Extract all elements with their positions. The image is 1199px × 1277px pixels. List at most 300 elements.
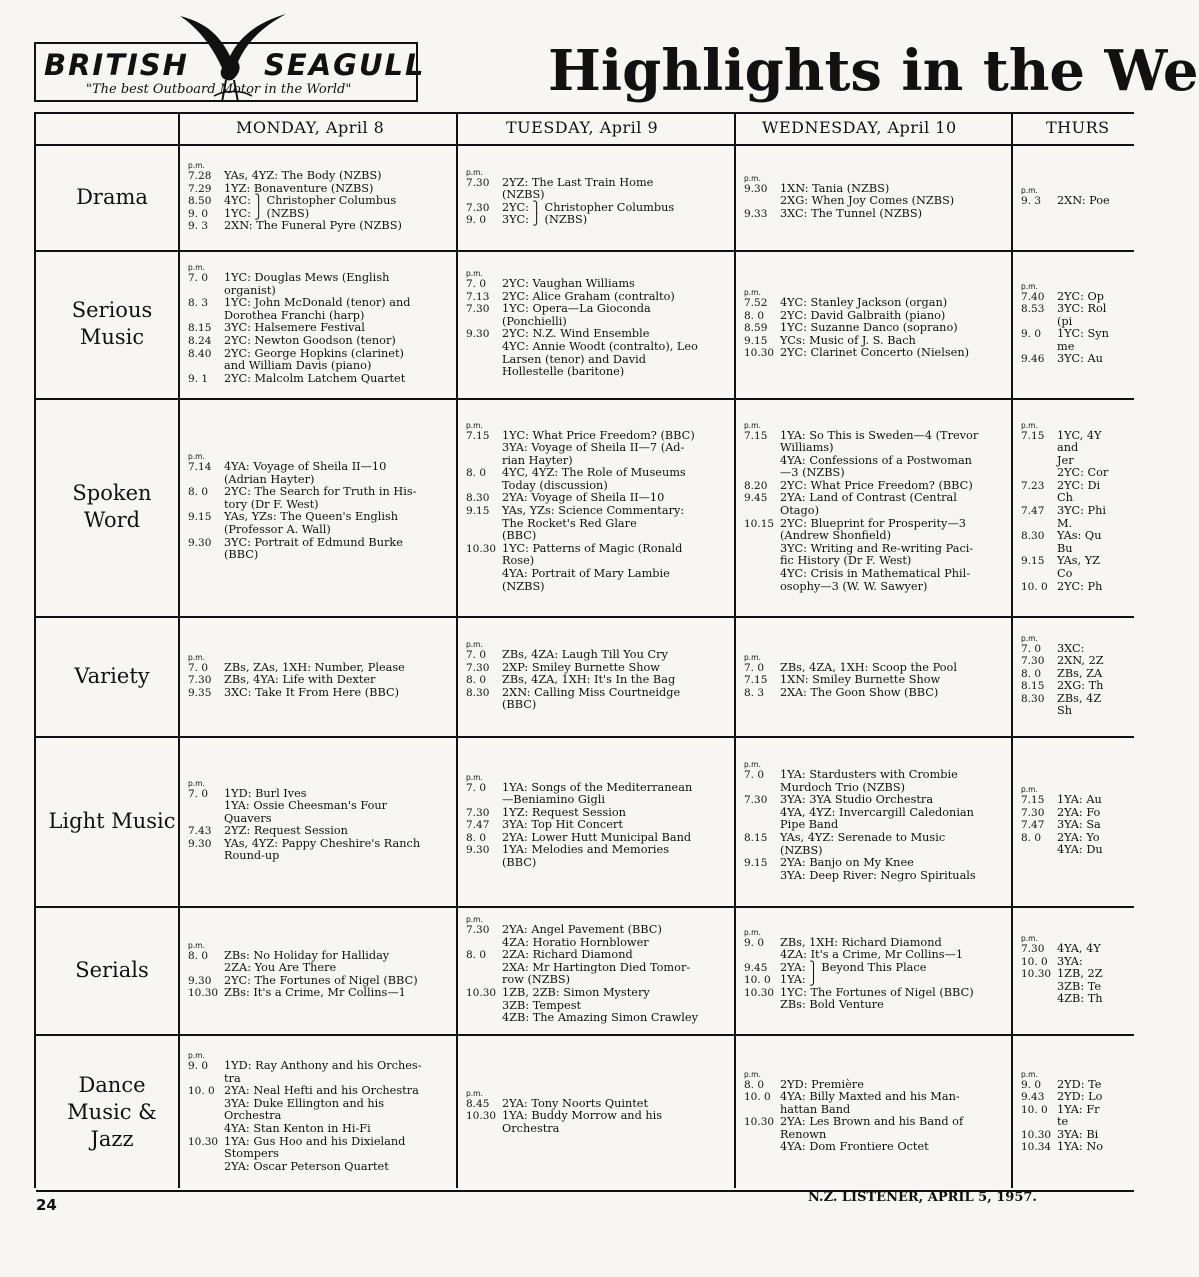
program-line [1021, 993, 1132, 1006]
program-line [1021, 680, 1132, 693]
program-title: 1YC: Syn [1057, 327, 1109, 341]
program-title: te [1057, 1115, 1069, 1129]
program-time: 7.13 [466, 290, 490, 303]
program-title: (Adrian Hayter) [224, 472, 315, 486]
program-time: 7.23 [1021, 479, 1045, 492]
program-title: 1YC, 4Y [1057, 428, 1102, 442]
program-cell [1021, 634, 1132, 719]
program-line [466, 819, 730, 832]
program-line [466, 467, 730, 480]
program-title: 4ZA: Horatio Hornblower [502, 935, 649, 949]
program-cell [466, 168, 730, 227]
pm-marker: p.m. [744, 420, 761, 430]
column-divider [456, 114, 458, 1188]
program-title: 1YC: Opera—La Gioconda [502, 302, 651, 316]
row-divider [36, 250, 1134, 252]
program-title: 2YC: What Price Freedom? (BBC) [780, 478, 973, 492]
program-time: 8. 0 [466, 831, 487, 844]
program-time: 9.30 [466, 844, 490, 857]
pm-marker: p.m. [466, 915, 483, 924]
program-time: 8. 3 [188, 297, 209, 310]
program-title: 2XA: Mr Hartington Died Tomor- [502, 960, 691, 974]
program-time: 9. 3 [188, 220, 209, 233]
program-cell [744, 174, 1007, 221]
program-line [466, 214, 730, 227]
program-line [466, 278, 730, 291]
category-label: Spoken Word [72, 481, 152, 532]
program-line [466, 505, 730, 518]
program-title: Ch [1057, 491, 1073, 505]
program-title: 1XN: Smiley Burnette Show [780, 673, 941, 687]
program-title: 4YA: Billy Maxted and his Man- [780, 1090, 960, 1104]
program-title: Williams) [780, 441, 834, 455]
program-title: 2YC: ⎫ Christopher Columbus [502, 200, 675, 214]
program-title: 2YA: Oscar Peterson Quartet [224, 1159, 389, 1173]
program-line [188, 461, 452, 474]
pm-marker: p.m. [466, 167, 483, 177]
program-time: 8. 3 [744, 686, 765, 699]
program-title: 1YC: John McDonald (tenor) and [224, 296, 411, 310]
program-title: ZBs, 4YA: Life with Dexter [224, 673, 376, 687]
day-header: WEDNESDAY, April 10 [762, 118, 957, 137]
row-divider [36, 736, 1134, 738]
program-title: 1YC: What Price Freedom? (BBC) [502, 428, 695, 442]
program-title: 4YA, 4YZ: Invercargill Caledonian [780, 805, 974, 819]
program-title: 2YC: Di [1057, 478, 1101, 492]
program-title: 3XC: [1057, 641, 1085, 655]
program-title: 2YD: Te [1057, 1077, 1102, 1091]
program-line [466, 674, 730, 687]
program-title: 1YC: Suzanne Danco (soprano) [780, 321, 958, 335]
program-title: tory (Dr F. West) [224, 497, 319, 511]
program-line [1021, 968, 1132, 981]
program-line [466, 699, 730, 712]
program-line [1021, 1104, 1132, 1117]
program-line [1021, 794, 1132, 807]
program-line [1021, 705, 1132, 718]
pm-marker: p.m. [1021, 633, 1038, 643]
program-title: (Professor A. Wall) [224, 522, 331, 536]
logo-tagline: "The best Outboard Motor in the World" [86, 82, 352, 97]
program-time: 7.30 [466, 924, 490, 936]
program-title: Otago) [780, 504, 819, 518]
program-cell [1021, 282, 1132, 367]
program-time: 9.30 [188, 837, 212, 850]
program-line [188, 195, 452, 208]
program-cell [188, 452, 452, 562]
program-cell [1021, 785, 1132, 857]
row-divider [36, 906, 1134, 908]
program-title: 2ZA: Richard Diamond [502, 948, 633, 962]
program-line [1021, 530, 1132, 543]
program-time: 8. 0 [1021, 831, 1042, 844]
program-time: 7. 0 [744, 769, 765, 781]
pm-marker: p.m. [1021, 420, 1038, 430]
row-divider [36, 398, 1134, 400]
program-time: 7.47 [466, 819, 490, 832]
program-title: YAs, YZs: The Queen's English [224, 510, 399, 524]
program-title: —3 (NZBS) [780, 466, 845, 480]
pm-marker: p.m. [188, 1051, 205, 1060]
program-title: 4YA: Du [1057, 843, 1103, 857]
program-time: 7.30 [466, 303, 490, 316]
program-title: tra [224, 1071, 241, 1085]
program-line [1021, 505, 1132, 518]
program-line [1021, 555, 1132, 568]
program-line [188, 272, 452, 285]
program-cell [466, 915, 730, 1025]
program-title: 3YC: Writing and Re-writing Paci- [780, 541, 974, 555]
category-label: Variety [74, 663, 150, 688]
program-title: YAs, 4YZ: The Body (NZBS) [224, 169, 382, 182]
program-line [188, 335, 452, 348]
program-line [744, 530, 1007, 543]
program-line [744, 857, 1007, 870]
category-label: Serials [75, 957, 149, 982]
program-time: 10. 0 [1021, 955, 1048, 968]
program-title: 2YC: Blueprint for Prosperity—3 [780, 516, 966, 530]
program-title: 3YA: Deep River: Negro Spirituals [780, 868, 976, 882]
program-title: 3YC: Portrait of Edmund Burke [224, 535, 403, 549]
program-title: 2YA: ⎫ Beyond This Place [780, 960, 927, 974]
program-time: 8.15 [744, 831, 768, 844]
program-title: Pipe Band [780, 818, 839, 832]
program-line [188, 220, 452, 233]
program-title: 3YC: Au [1057, 352, 1103, 366]
program-title: 2YA: Lower Hutt Municipal Band [502, 830, 692, 844]
program-title: 1YA: Fr [1057, 1102, 1100, 1116]
program-time: 8. 0 [1021, 667, 1042, 680]
program-line [1021, 819, 1132, 832]
program-time: 8.59 [744, 322, 768, 335]
program-title: 1YC: ⎭ (NZBS) [224, 206, 310, 220]
program-line [466, 649, 730, 662]
program-title: 2YC: Vaughan Williams [502, 277, 635, 290]
program-time: 8.20 [744, 479, 768, 492]
program-cell [1021, 1070, 1132, 1155]
program-title: 1YA: No [1057, 1140, 1104, 1154]
program-line [744, 581, 1007, 594]
program-title: 2YA: Voyage of Sheila II—10 [502, 491, 665, 505]
program-line [1021, 568, 1132, 581]
program-title: 1YA: Melodies and Memories [502, 843, 670, 857]
pm-marker: p.m. [744, 173, 761, 183]
program-line [466, 303, 730, 316]
program-title: 4ZB: The Amazing Simon Crawley [502, 1011, 698, 1025]
program-title: osophy—3 (W. W. Sawyer) [780, 579, 928, 593]
page-number: 24 [36, 1196, 57, 1214]
program-time: 9.33 [744, 207, 768, 220]
program-line [744, 769, 1007, 782]
program-title: ZBs: No Holiday for Halliday [224, 948, 390, 962]
program-title: 2YC: The Fortunes of Nigel (BBC) [224, 973, 418, 987]
program-line [188, 674, 452, 687]
program-title: ZBs: Bold Venture [780, 998, 884, 1012]
program-cell [466, 421, 730, 594]
program-time: 7.15 [744, 429, 768, 442]
program-time: 9. 0 [1021, 1078, 1042, 1091]
program-cell [466, 1089, 730, 1136]
day-header: TUESDAY, April 9 [506, 118, 659, 137]
program-title: 2YZ: Request Session [224, 824, 348, 838]
program-title: (BBC) [502, 698, 537, 712]
program-time: 8.50 [188, 195, 212, 208]
program-line [744, 674, 1007, 687]
program-title: 4ZB: Th [1057, 992, 1103, 1006]
pm-marker: p.m. [1021, 186, 1038, 195]
program-title: 2XG: Th [1057, 679, 1104, 693]
program-title: organist) [224, 283, 276, 297]
program-title: 2XN: Poe [1057, 194, 1110, 207]
program-title: 3YA: Voyage of Sheila II—7 (Ad- [502, 441, 685, 455]
program-title: 4YA: Confessions of a Postwoman [780, 453, 972, 467]
program-line [188, 687, 452, 700]
program-time: 7.28 [188, 170, 212, 182]
program-line [744, 568, 1007, 581]
program-title: (BBC) [224, 548, 259, 562]
pm-marker: p.m. [744, 1069, 761, 1079]
program-title: YAs, YZ [1057, 554, 1101, 568]
program-title: 1YC: The Fortunes of Nigel (BBC) [780, 985, 974, 999]
program-title: row (NZBS) [502, 973, 571, 987]
program-time: 10.30 [744, 986, 775, 999]
program-title: 1YA: Songs of the Mediterranean [502, 780, 693, 794]
program-line [188, 360, 452, 373]
program-title: YAs, 4YZ: Pappy Cheshire's Ranch [224, 836, 421, 850]
program-title: ZBs, 4Z [1057, 691, 1102, 705]
program-time: 9.30 [466, 328, 490, 341]
program-time: 9. 0 [744, 936, 765, 949]
program-title: 4YA: Portrait of Mary Lambie [502, 567, 670, 581]
program-title: Sh [1057, 704, 1073, 718]
program-line [744, 1091, 1007, 1104]
program-title: ZBs: It's a Crime, Mr Collins—1 [224, 986, 406, 1000]
program-line [188, 1060, 452, 1073]
program-line [1021, 693, 1132, 706]
row-divider [36, 616, 1134, 618]
logo-brand-right: SEAGULL [264, 48, 426, 82]
program-time: 8. 0 [188, 486, 209, 499]
program-line [188, 1085, 452, 1098]
program-title: Round-up [224, 849, 280, 863]
program-time: 7.47 [1021, 505, 1045, 518]
program-cell [744, 288, 1007, 360]
program-time: 7. 0 [744, 661, 765, 674]
program-line [1021, 1141, 1132, 1154]
program-time: 9.45 [744, 961, 768, 974]
program-line [744, 208, 1007, 221]
pm-marker: p.m. [466, 269, 483, 278]
program-time: 7. 0 [188, 787, 209, 800]
program-line [1021, 303, 1132, 316]
program-time: 10.30 [466, 1110, 497, 1123]
program-title: (Ponchielli) [502, 314, 567, 328]
program-title: 3YA: Duke Ellington and his [224, 1096, 385, 1110]
program-time: 10.30 [744, 1116, 775, 1129]
category-label: Drama [76, 184, 148, 209]
program-title: 3YA: Bi [1057, 1127, 1099, 1141]
program-title: 4YA: Dom Frontiere Octet [780, 1140, 929, 1154]
program-time: 8.53 [1021, 303, 1045, 316]
program-title: ZBs, 1XH: Richard Diamond [780, 935, 942, 949]
program-time: 8. 0 [188, 949, 209, 962]
program-title: Dorothea Franchi (harp) [224, 308, 365, 322]
program-time: 7.29 [188, 182, 212, 195]
program-title: and [1057, 441, 1079, 455]
program-time: 7.14 [188, 461, 212, 473]
program-line [744, 999, 1007, 1012]
program-title: 1YA: So This is Sweden—4 (Trevor [780, 428, 979, 442]
program-time: 7.47 [1021, 819, 1045, 832]
program-time: 7.30 [1021, 655, 1045, 668]
program-line [744, 195, 1007, 208]
program-time: 8. 0 [744, 309, 765, 322]
publication-line: N.Z. LISTENER, APRIL 5, 1957. [808, 1190, 1037, 1205]
program-time: 10.30 [1021, 1128, 1052, 1141]
program-line [188, 373, 452, 386]
program-title: 2YC: Op [1057, 289, 1104, 303]
program-line [744, 832, 1007, 845]
program-title: 2YC: Ph [1057, 579, 1103, 593]
program-time: 8.30 [466, 686, 490, 699]
program-time: 10.30 [188, 1135, 219, 1148]
program-line [466, 1123, 730, 1136]
program-time: 10. 0 [744, 974, 771, 987]
program-title: 3YC: ⎭ (NZBS) [502, 213, 588, 227]
program-title: 4YC: Crisis in Mathematical Phil- [780, 567, 971, 581]
logo-brand-text [44, 48, 426, 82]
program-line [466, 987, 730, 1000]
program-line [744, 974, 1007, 987]
program-title: 4ZA: It's a Crime, Mr Collins—1 [780, 948, 964, 962]
program-cell [744, 760, 1007, 882]
program-time: 7. 0 [466, 649, 487, 661]
pm-marker: p.m. [466, 772, 483, 782]
program-time: 8.30 [1021, 530, 1045, 543]
category-label: Dance Music & Jazz [67, 1072, 157, 1151]
program-line [1021, 328, 1132, 341]
program-title: 2YC: N.Z. Wind Ensemble [502, 327, 650, 341]
program-time: 8.30 [1021, 692, 1045, 705]
program-time: 7.30 [466, 176, 490, 189]
program-time: 7.15 [1021, 794, 1045, 806]
column-divider [178, 114, 180, 1188]
program-title: 2YA: Land of Contrast (Central [780, 491, 957, 505]
program-title: fic History (Dr F. West) [780, 554, 912, 568]
seagull-icon [178, 10, 288, 106]
program-title: 2YA: Angel Pavement (BBC) [502, 923, 662, 936]
program-title: ZBs, 4ZA, 1XH: Scoop the Pool [780, 660, 957, 674]
program-cell [1021, 186, 1132, 208]
program-title: 3YC: Phi [1057, 504, 1106, 518]
program-line [1021, 1091, 1132, 1104]
program-time: 7.30 [466, 806, 490, 819]
program-time: 9. 1 [188, 372, 209, 385]
program-time: 10. 0 [744, 1091, 771, 1104]
program-title: 2YC: Alice Graham (contralto) [502, 289, 675, 303]
program-line [466, 341, 730, 354]
program-line [466, 442, 730, 455]
page-headline: Highlights in the We [548, 38, 1199, 104]
program-title: 1ZB, 2Z [1057, 967, 1103, 981]
program-time: 8.45 [466, 1097, 490, 1110]
program-time: 8.40 [188, 347, 212, 360]
pm-marker: p.m. [188, 778, 205, 788]
program-line [1021, 467, 1132, 480]
program-title: hattan Band [780, 1102, 851, 1116]
program-title: (BBC) [502, 529, 537, 543]
program-line [1021, 943, 1132, 956]
program-title: me [1057, 339, 1075, 353]
program-time: 7.30 [744, 794, 768, 807]
program-time: 10. 0 [1021, 1103, 1048, 1116]
program-line [466, 949, 730, 962]
program-time: 10.30 [466, 542, 497, 555]
program-title: YCs: Music of J. S. Bach [780, 333, 916, 347]
row-divider [36, 144, 1134, 146]
program-time: 7. 0 [188, 661, 209, 674]
program-time: 7.30 [188, 674, 212, 687]
program-title: Orchestra [502, 1121, 560, 1135]
program-title: YAs, YZs: Science Commentary: [502, 504, 685, 518]
program-title: M. [1057, 516, 1073, 530]
program-title: 1YA: Ossie Cheesman's Four [224, 799, 388, 813]
day-header: MONDAY, April 8 [236, 118, 385, 137]
program-time: 9. 0 [466, 214, 487, 227]
program-title: rian Hayter) [502, 453, 573, 467]
program-line [1021, 442, 1132, 455]
program-title: 4YC: ⎫ Christopher Columbus [224, 194, 397, 208]
program-line [188, 486, 452, 499]
pm-marker: p.m. [744, 760, 761, 769]
program-line [466, 581, 730, 594]
program-cell [188, 263, 452, 385]
program-line [744, 1141, 1007, 1154]
pm-marker: p.m. [1021, 934, 1038, 943]
program-cell [1021, 421, 1132, 594]
program-title: and William Davis (piano) [224, 359, 372, 373]
program-title: YAs: Qu [1057, 529, 1102, 543]
program-time: 7.15 [1021, 429, 1045, 442]
program-time: 7.30 [466, 201, 490, 214]
program-title: Hollestelle (baritone) [502, 365, 625, 379]
program-time: 10.30 [466, 986, 497, 999]
program-line [744, 794, 1007, 807]
program-title: 3ZB: Te [1057, 979, 1102, 993]
program-title: 2XP: Smiley Burnette Show [502, 660, 660, 674]
program-line [188, 1123, 452, 1136]
row-divider [36, 1034, 1134, 1036]
program-time: 9. 0 [188, 207, 209, 220]
program-time: 7.30 [1021, 943, 1045, 955]
program-title: Murdoch Trio (NZBS) [780, 780, 905, 794]
program-title: 3XC: The Tunnel (NZBS) [780, 206, 922, 220]
program-line [744, 467, 1007, 480]
pm-marker: p.m. [744, 927, 761, 937]
program-title: 4YC: Annie Woodt (contralto), Leo [502, 339, 698, 353]
program-title: (NZBS) [502, 188, 545, 202]
program-time: 10.30 [744, 347, 775, 360]
program-time: 7. 0 [1021, 642, 1042, 655]
program-title: (NZBS) [502, 579, 545, 593]
program-title: 2YA: Tony Noorts Quintet [502, 1096, 649, 1110]
pm-marker: p.m. [744, 652, 761, 662]
program-title: 2YC: Clarinet Concerto (Nielsen) [780, 346, 970, 360]
program-title: 4YC, 4YZ: The Role of Museums [502, 466, 686, 480]
program-time: 9. 3 [1021, 195, 1042, 207]
program-time: 8. 0 [466, 949, 487, 962]
program-time: 7. 0 [188, 272, 209, 284]
